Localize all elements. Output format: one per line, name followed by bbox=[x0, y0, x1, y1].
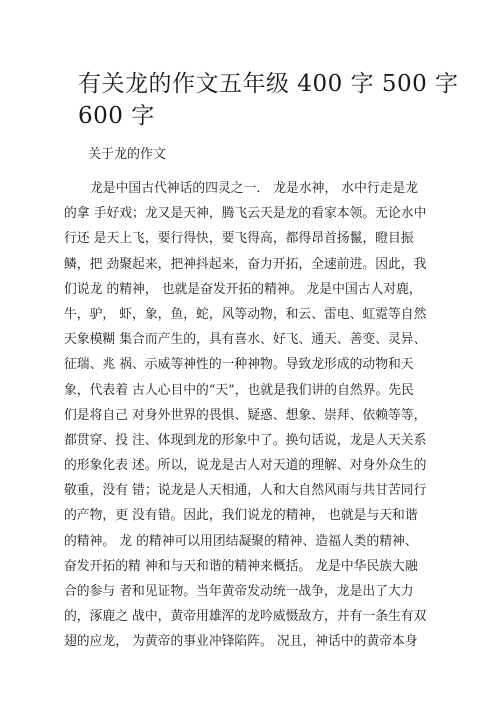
body-line: 奋发开拓的精 神和与天和谐的精神来概括。 龙是中华民族大融 bbox=[64, 558, 418, 574]
body-line: 的形象化表 述。所以，说龙是古人对天道的理解、对身外众生的 bbox=[64, 458, 427, 474]
body-line: 的，涿鹿之 战中，黄帝用雄浑的龙吟威慑敌方，并有一条生有双 bbox=[64, 609, 427, 625]
title-line-2: 600 字 bbox=[78, 103, 155, 129]
body-line: 的产物，更 没有错。因此，我们说龙的精神， 也就是与天和谐 bbox=[64, 508, 418, 524]
body-text bbox=[64, 176, 434, 655]
body-line: 合的参与 者和见证物。当年黄帝发动统一战争，龙是出了大力 bbox=[64, 584, 414, 599]
body-line: 们说龙 的精神， 也就是奋发开拓的精神。 龙是中国古人对鹿， bbox=[64, 281, 422, 297]
section-heading: 关于龙的作文 bbox=[88, 147, 167, 162]
body-line: 的拿 手好戏；龙又是天神，腾飞云天是龙的看家本领。无论水中 bbox=[64, 206, 427, 222]
body-line: 征瑞、兆 祸、示威等神性的一种神物。导致龙形成的动物和天 bbox=[64, 357, 414, 373]
body-line: 都贯穿、投 注、体现到龙的形象中了。换句话说，龙是人天关系 bbox=[64, 432, 427, 448]
body-line: 行还 是天上飞，要行得快，要飞得高，都得昂首扬鬣，瞪目振 bbox=[64, 231, 414, 247]
document-title bbox=[78, 68, 478, 132]
title-line-1: 有关龙的作文五年级 400 字 500 字 bbox=[78, 71, 459, 97]
body-line: 们是将自己 对身外世界的畏惧、疑惑、想象、崇拜、依赖等等， bbox=[64, 407, 427, 423]
body-line: 牛，驴， 虾，象，鱼，蛇，风等动物，和云、雷电、虹霓等自然 bbox=[64, 306, 427, 322]
body-line: 翅的应龙， 为黄帝的事业冲锋陷阵。 况且，神话中的黄帝本身 bbox=[64, 634, 418, 650]
body-line: 的精神。 龙 的精神可以用团结凝聚的精神、造福人类的精神、 bbox=[64, 533, 418, 549]
body-line: 天象模糊 集合而产生的，具有喜水、好飞、通天、善变、灵异、 bbox=[64, 332, 427, 348]
body-line: 龙是中国古代神话的四灵之一． 龙是水神， 水中行走是龙 bbox=[90, 181, 419, 196]
body-line: 敬重，没有 错；说龙是人天相通，人和大自然风雨与共甘苦同行 bbox=[64, 483, 427, 499]
body-line: 鳞，把 劲聚起来，把神抖起来，奋力开拓，全速前进。因此，我 bbox=[64, 256, 427, 272]
body-line: 象，代表着 古人心目中的“天”，也就是我们讲的自然界。先民 bbox=[64, 382, 414, 398]
